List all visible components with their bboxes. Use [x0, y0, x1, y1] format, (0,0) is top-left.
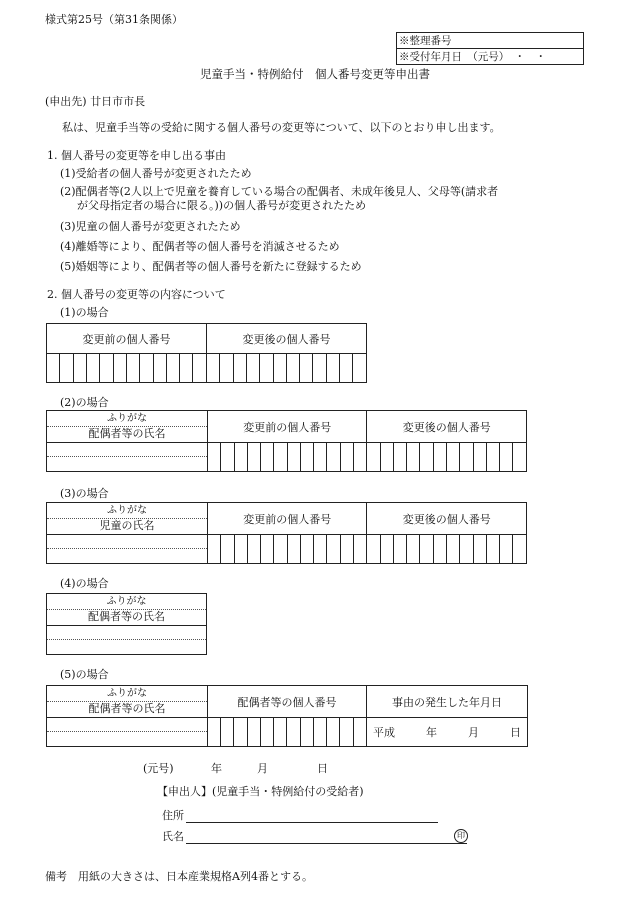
reason-item-4: (4)離婚等により、配偶者等の個人番号を消滅させるため: [60, 240, 340, 253]
case4-name-header: ふりがな 配偶者等の氏名: [47, 594, 207, 626]
case5-label: (5)の場合: [60, 668, 109, 681]
address-label: 住所: [162, 809, 184, 822]
section1-heading: 1. 個人番号の変更等を申し出る事由: [47, 149, 226, 162]
case1-label: (1)の場合: [60, 306, 109, 319]
document-title: 児童手当・特例給付 個人番号変更等申出書: [200, 67, 430, 81]
date-era: (元号): [143, 762, 174, 775]
address-line[interactable]: [186, 822, 438, 823]
case2-after-header: 変更後の個人番号: [367, 411, 527, 443]
case5-date-entry[interactable]: 平成 年 月 日: [367, 718, 528, 747]
case2-before-header: 変更前の個人番号: [208, 411, 367, 443]
intro-text: 私は、児童手当等の受給に関する個人番号の変更等について、以下のとおり申し出ます。: [62, 121, 501, 134]
case4-label: (4)の場合: [60, 577, 109, 590]
reason-item-3: (3)児童の個人番号が変更されたため: [60, 220, 241, 233]
case1-after-header: 変更後の個人番号: [206, 324, 366, 354]
case5-number-header: 配偶者等の個人番号: [208, 686, 367, 718]
form-number: 様式第25号（第31条関係）: [45, 13, 183, 26]
reason-item-1: (1)受給者の個人番号が変更されたため: [60, 167, 252, 180]
reason-item-2-cont: が父母指定者の場合に限る。))の個人番号が変更されたため: [77, 199, 367, 212]
applicant-heading: 【申出人】(児童手当・特例給付の受給者): [157, 785, 364, 798]
section2-heading: 2. 個人番号の変更等の内容について: [47, 288, 226, 301]
case4-table: [46, 593, 207, 655]
received-date-cell: ※受付年月日 （元号） ・ ・: [397, 49, 584, 65]
reason-item-5: (5)婚姻等により、配偶者等の個人番号を新たに登録するため: [60, 260, 362, 273]
date-day: 日: [317, 762, 328, 775]
case1-digit-row: [47, 354, 367, 383]
case2-name-entry[interactable]: [47, 443, 208, 472]
case3-name-entry[interactable]: [47, 535, 208, 564]
reg-number-cell: ※整理番号: [397, 33, 584, 49]
date-month: 月: [257, 762, 268, 775]
case2-label: (2)の場合: [60, 396, 109, 409]
case3-name-header: ふりがな 児童の氏名: [47, 503, 208, 535]
reason-item-2: (2)配偶者等(2人以上で児童を養育している場合の配偶者、未成年後見人、父母等(請求者: [60, 185, 499, 198]
remarks-note: 備考 用紙の大きさは、日本産業規格A列4番とする。: [45, 870, 313, 883]
case5-name-entry[interactable]: [47, 718, 208, 747]
case1-before-header: 変更前の個人番号: [47, 324, 207, 354]
name-label: 氏名: [162, 830, 184, 843]
case3-after-header: 変更後の個人番号: [367, 503, 527, 535]
case3-table: [46, 502, 527, 564]
office-use-box: [396, 32, 584, 65]
seal-mark: 印: [454, 829, 468, 843]
case3-before-header: 変更前の個人番号: [208, 503, 367, 535]
case5-date-header: 事由の発生した年月日: [367, 686, 528, 718]
case1-table: [46, 323, 367, 383]
case5-name-header: ふりがな 配偶者等の氏名: [47, 686, 208, 718]
case2-table: [46, 410, 527, 472]
addressee: (申出先) 廿日市市長: [45, 95, 146, 108]
date-year: 年: [211, 762, 222, 775]
case3-entry-row: [47, 535, 527, 564]
case2-name-header: ふりがな 配偶者等の氏名: [47, 411, 208, 443]
case5-table: [46, 685, 528, 747]
case2-entry-row: [47, 443, 527, 472]
name-line[interactable]: [186, 843, 467, 844]
case4-name-entry[interactable]: [47, 626, 207, 655]
case3-label: (3)の場合: [60, 487, 109, 500]
